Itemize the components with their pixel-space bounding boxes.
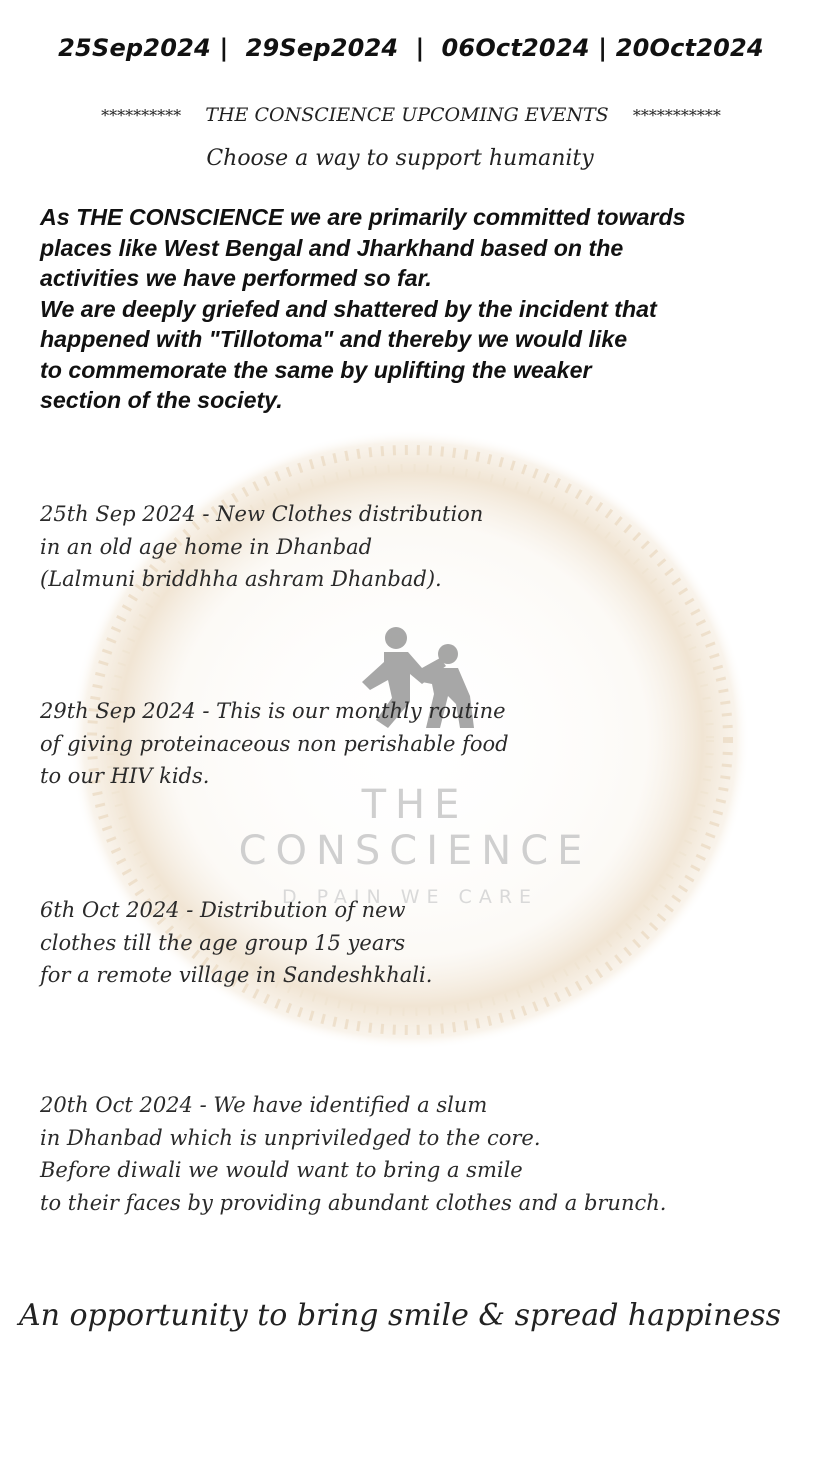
event-line: in an old age home in Dhanbad <box>40 534 373 559</box>
intro-line: activities we have performed so far. <box>40 265 432 291</box>
intro-line: to commemorate the same by uplifting the weaker <box>40 356 592 383</box>
event-item-25-sep <box>40 498 800 596</box>
intro-line: section of the society. <box>40 387 283 413</box>
event-line: 20th Oct 2024 - We have identified a slum <box>40 1093 488 1117</box>
event-item-29-sep <box>40 695 800 793</box>
date-2: 29Sep2024 <box>245 34 399 62</box>
subtitle: Choose a way to support humanity <box>206 146 594 171</box>
intro-line: As THE CONSCIENCE we are primarily committed towards <box>40 204 686 230</box>
watermark-brand-name: THE CONSCIENCE <box>238 782 592 874</box>
intro-line: places like West Bengal and Jharkhand based on the <box>40 234 624 261</box>
date-separator: | <box>219 34 229 62</box>
date-4: 20Oct2024 <box>615 34 764 62</box>
intro-line: happened with "Tillotoma" and thereby we would like <box>40 326 628 352</box>
intro-paragraph <box>40 202 810 416</box>
event-line: of giving proteinaceous non perishable food <box>40 731 509 756</box>
event-line: in Dhanbad which is unpriviledged to the core. <box>40 1125 541 1150</box>
event-line: 6th Oct 2024 - Distribution of new <box>40 898 406 922</box>
closing-tagline: An opportunity to bring smile & spread happiness <box>18 1298 782 1333</box>
banner-stars-right: *********** <box>632 106 721 125</box>
event-line: (Lalmuni briddhha ashram Dhanbad). <box>40 567 442 591</box>
date-separator: | <box>598 34 608 62</box>
event-line: 29th Sep 2024 - This is our monthly routine <box>40 699 506 723</box>
event-item-6-oct <box>40 894 800 992</box>
event-line: to our HIV kids. <box>40 764 210 788</box>
event-line: Before diwali we would want to bring a smile <box>40 1158 523 1182</box>
date-separator: | <box>415 34 425 62</box>
event-line: clothes till the age group 15 years <box>40 930 406 955</box>
event-line: for a remote village in Sandeshkhali. <box>40 963 433 987</box>
event-line: 25th Sep 2024 - New Clothes distribution <box>40 502 484 526</box>
events-banner <box>0 104 822 126</box>
event-dates-header <box>0 34 822 62</box>
date-1: 25Sep2024 <box>58 34 211 62</box>
event-line: to their faces by providing abundant clothes and a brunch. <box>40 1190 667 1215</box>
date-3: 06Oct2024 <box>441 34 590 62</box>
watermark-tagline: D PAIN WE CARE <box>281 886 539 908</box>
banner-stars-left: ********** <box>101 106 182 125</box>
banner-title: THE CONSCIENCE UPCOMING EVENTS <box>205 104 609 126</box>
event-item-20-oct <box>40 1089 800 1219</box>
intro-line: We are deeply griefed and shattered by the incident that <box>40 295 657 322</box>
